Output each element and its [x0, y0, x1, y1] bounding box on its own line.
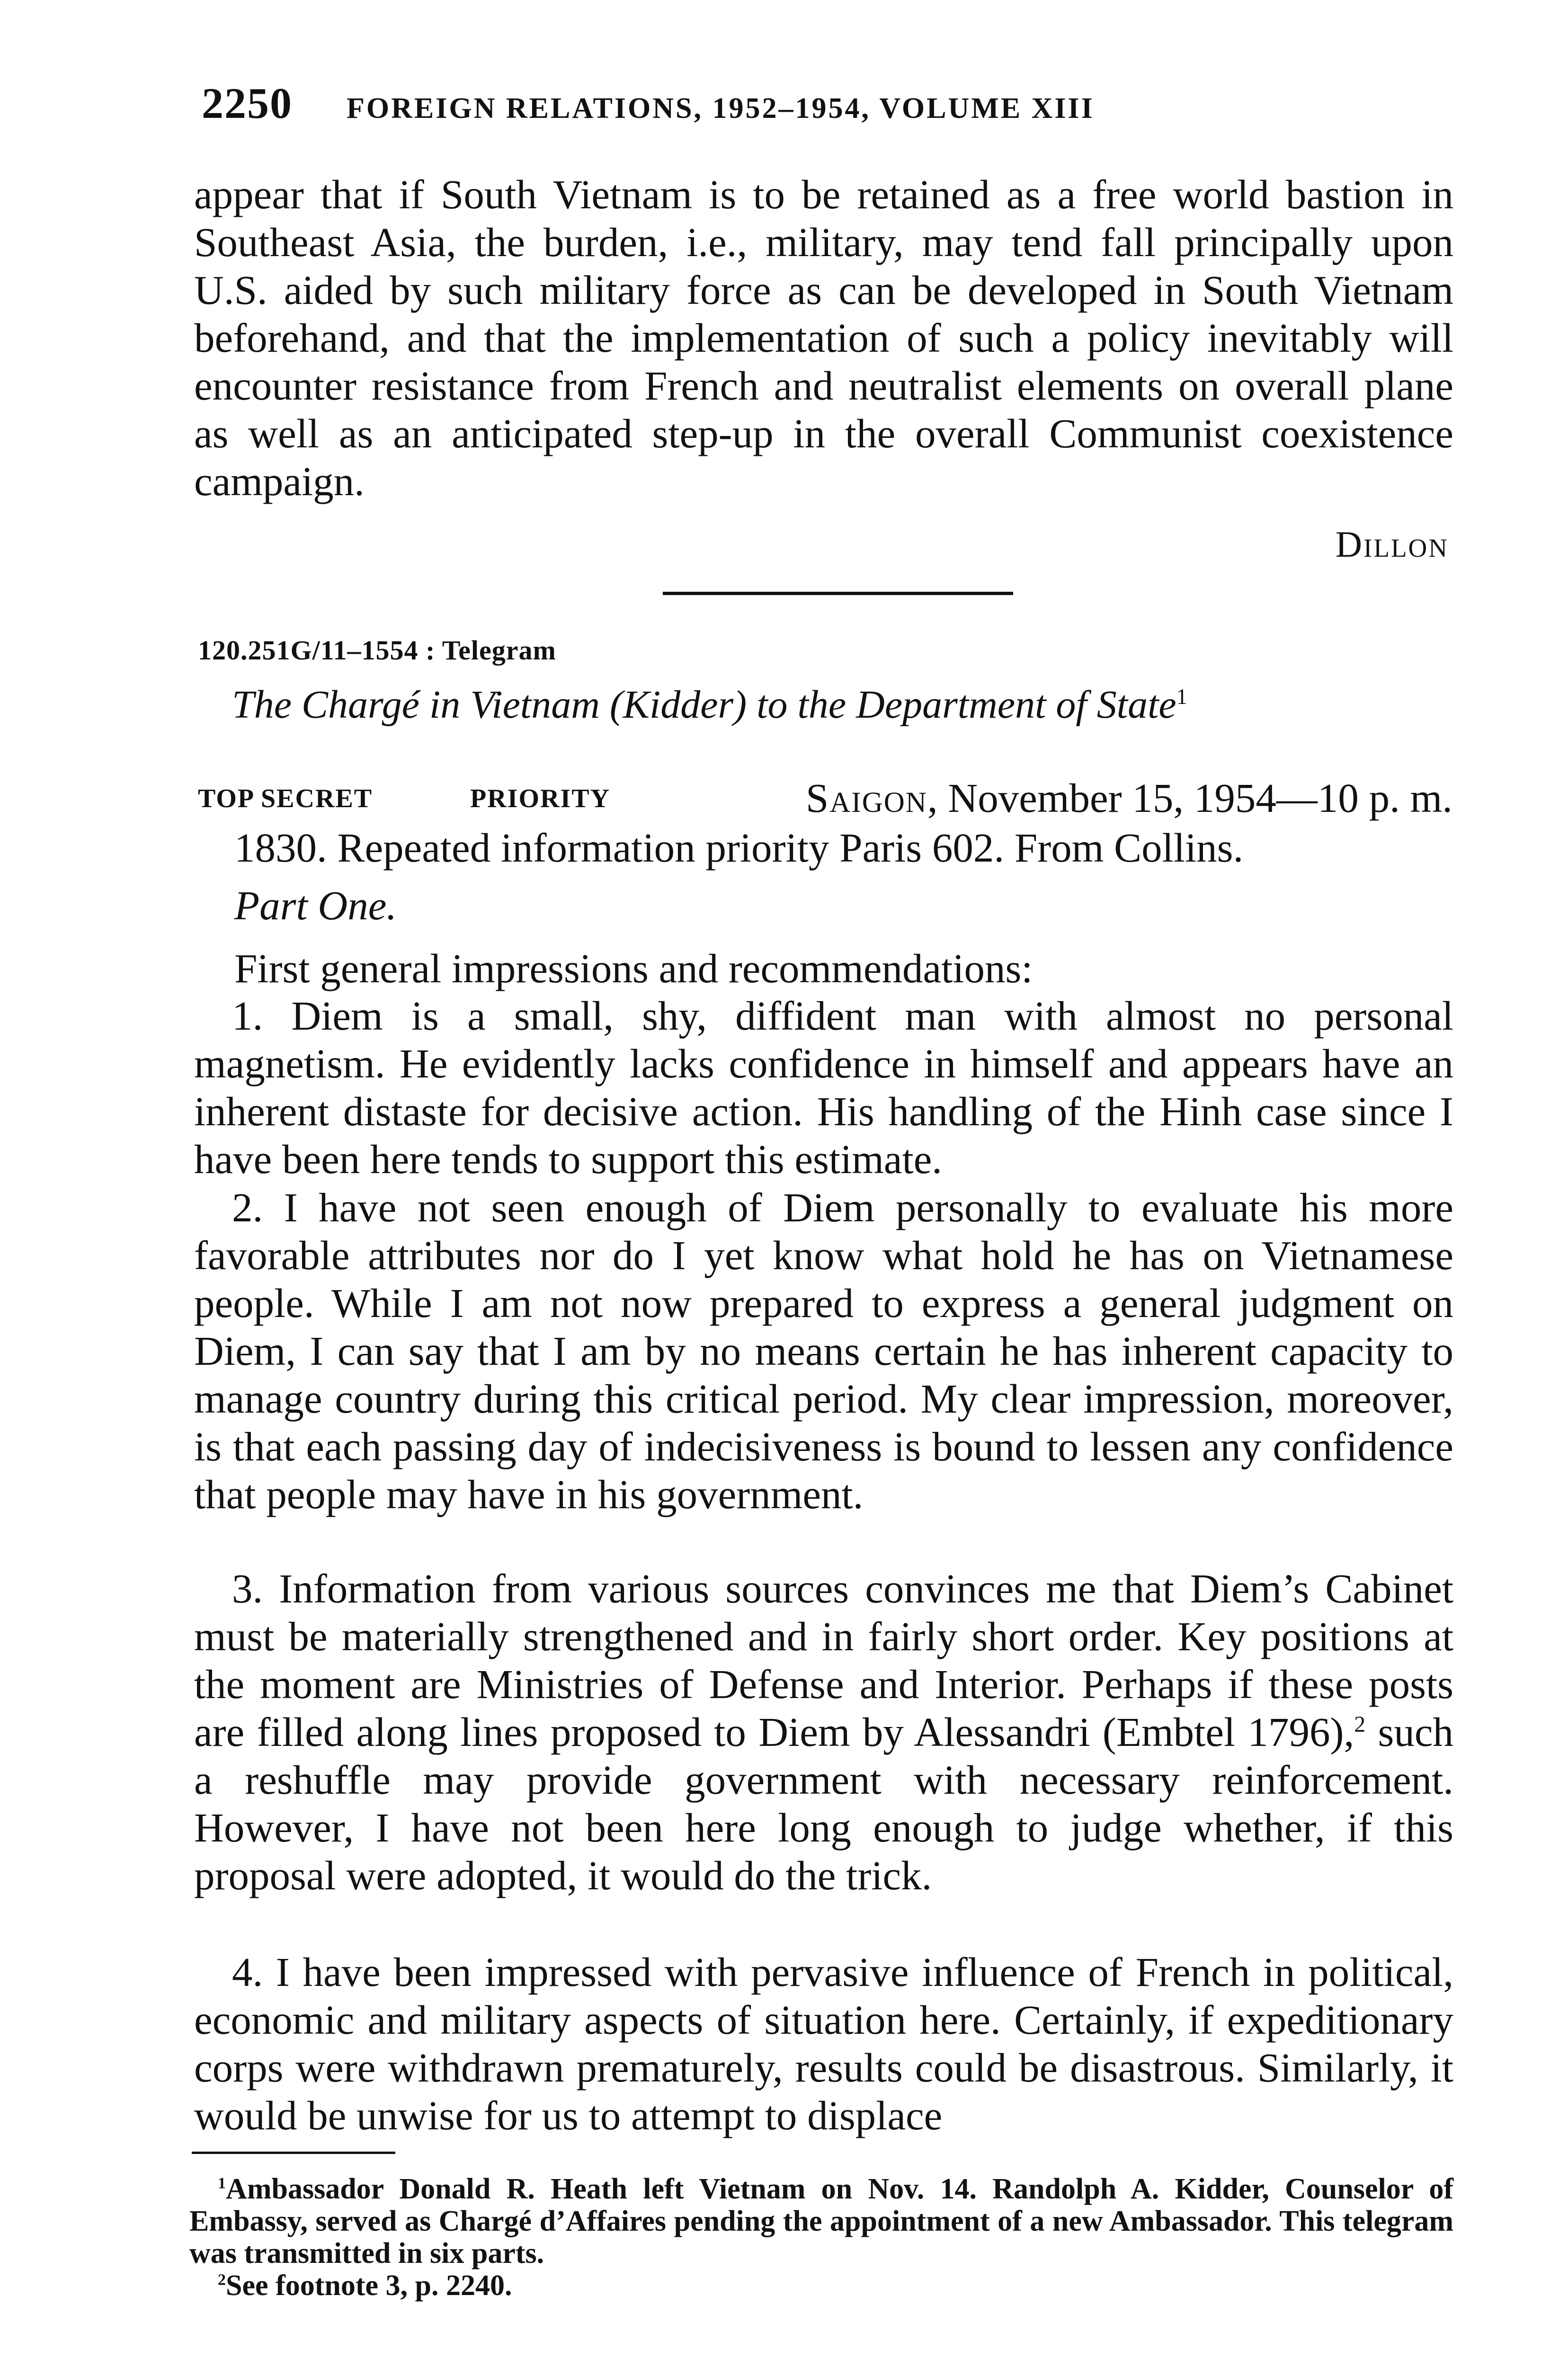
document-title — [232, 682, 1453, 728]
document-file-id: 120.251G/11–1554 : Telegram — [198, 635, 556, 666]
footnote-text-1: Ambassador Donald R. Heath left Vietnam on Nov. 14. Randolph A. Kidder, Counselor of Embassy, served as Chargé d’Affaires pending the appointment of a new Ambassador. This telegram was transmitted in six parts. — [189, 2173, 1453, 2269]
signature: Dillon — [1335, 524, 1449, 565]
page-number: 2250 — [202, 79, 293, 127]
footnote-text-2: See footnote 3, p. 2240. — [226, 2269, 512, 2302]
numbered-paragraph-2: 2. I have not seen enough of Diem personally to evaluate his more favorable attributes nor do I yet know what hold he has on Vietnamese people. While I am not now prepared to express a general judgment on Diem, I can say that I am by no means certain he has inherent capacity to manage country during this critical period. My clear impression, moreover, is that each passing day of indecisiveness is bound to lessen any confidence that people may have in his government. — [194, 1184, 1453, 1517]
footnote-ref-1: 1 — [1176, 685, 1187, 709]
footnote-rule — [192, 2152, 395, 2154]
telegram-number-line: 1830. Repeated information priority Paris 602. From Collins. — [234, 825, 1244, 871]
footnotes — [189, 2173, 1453, 2302]
dateline-date: , November 15, 1954—10 p. m. — [927, 775, 1452, 821]
paragraph-3-text-a: 3. Information from various sources convinces me that Diem’s Cabinet must be materially strengthened and in fairly short order. Key positions at the moment are Ministries of Defense and Interior. Perhaps if these posts are filled along lines proposed to Diem by Alessandri (Embtel 1796), — [194, 1566, 1453, 1755]
footnote-2 — [189, 2269, 1453, 2302]
precedence-label: PRIORITY — [470, 784, 611, 813]
classification-label: TOP SECRET — [198, 784, 373, 813]
footnote-marker-2: 2 — [218, 2271, 226, 2289]
dateline-place: Saigon — [805, 775, 927, 821]
document-separator-rule — [663, 592, 1013, 595]
document-meta-row — [198, 774, 1452, 821]
dateline — [806, 774, 1452, 822]
paragraph-3-text-b: such a reshuffle may provide government with necessary reinforcement. However, I have not been here long enough to judge whether, if this proposal were adopted, it would do the trick. — [194, 1709, 1453, 1898]
footnote-marker-1: 1 — [218, 2174, 226, 2192]
previous-document-closing-paragraph: appear that if South Vietnam is to be retained as a free world bastion in Southeast Asia, the burden, i.e., military, may tend fall principally upon U.S. aided by such military force as can be developed in South Vietnam beforehand, and that the implementation of such a policy inevitably will encounter resistance from French and neutralist elements on overall plane as well as an anticipated step-up in the overall Communist coexistence campaign. — [194, 171, 1453, 504]
running-head — [202, 78, 1452, 130]
running-title: FOREIGN RELATIONS, 1952–1954, VOLUME XIII — [347, 92, 1095, 125]
document-title-text: The Chargé in Vietnam (Kidder) to the Department of State — [232, 683, 1176, 727]
part-label: Part One. — [234, 882, 397, 928]
numbered-paragraph-4: 4. I have been impressed with pervasive influence of French in political, economic and military aspects of situation here. Certainly, if expeditionary corps were withdrawn prematurely, results could be disastrous. Similarly, it would be unwise for us to attempt to displace — [194, 1949, 1453, 2138]
numbered-paragraph-1: 1. Diem is a small, shy, diffident man with almost no personal magnetism. He evidently lacks confidence in himself and appears have an inherent distaste for decisive action. His handling of the Hinh case since I have been here tends to support this estimate. — [194, 993, 1453, 1182]
intro-line: First general impressions and recommendations: — [234, 945, 1033, 991]
footnote-1 — [189, 2173, 1453, 2269]
numbered-paragraph-3 — [194, 1565, 1453, 1899]
footnote-ref-2: 2 — [1354, 1712, 1366, 1737]
